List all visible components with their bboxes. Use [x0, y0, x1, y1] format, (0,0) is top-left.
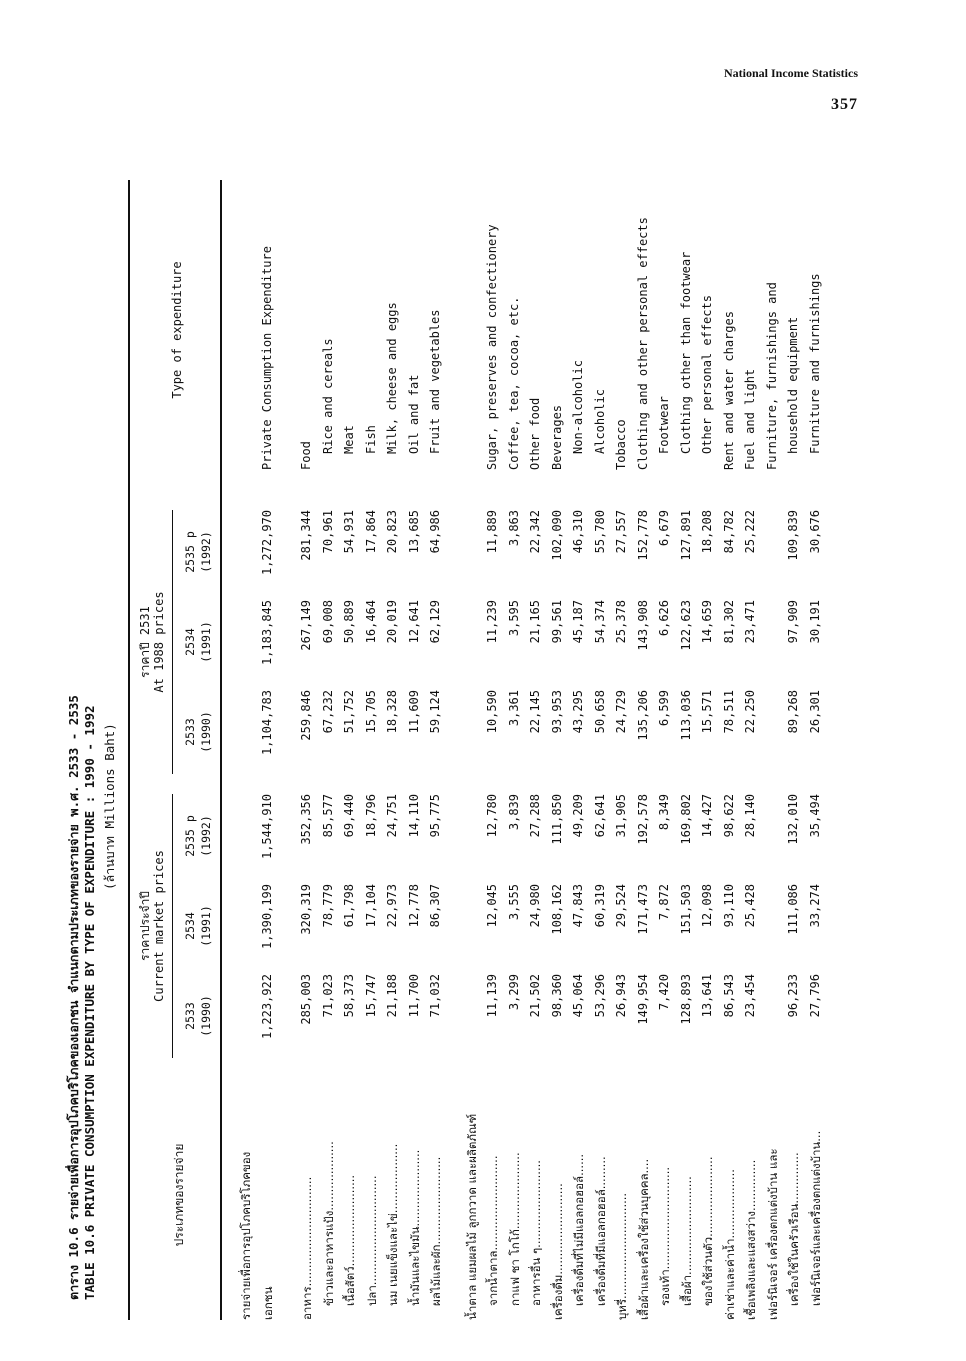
cell-value: 50,889 [342, 600, 356, 644]
cell-value: 24,980 [528, 884, 542, 928]
row-label-english: Private Consumption Expenditure [259, 246, 274, 470]
cell-value: 86,543 [721, 974, 736, 1018]
row-label-thai: เฟอร์นิเจอร์และเครื่องตกแต่งบ้าน... [808, 1130, 823, 1306]
row-label-english: Fruit and vegetables [428, 309, 442, 454]
cell-value: 49,209 [571, 794, 585, 838]
year-be: 2533 [183, 718, 197, 746]
cell-value: 1,223,922 [259, 974, 274, 1040]
row-label-thai: เครื่องใช้ในครัวเรือน.............. [787, 1152, 801, 1306]
cell-value: 71,023 [320, 974, 335, 1018]
cell-value: 24,729 [614, 690, 628, 734]
cell-value: 15,705 [363, 690, 378, 734]
cell-value: 352,356 [299, 794, 313, 845]
cell-value: 70,961 [320, 510, 335, 554]
cell-value: 152,778 [635, 510, 650, 561]
cell-value: 8,349 [657, 794, 671, 831]
cell-value: 26,943 [614, 974, 628, 1018]
cell-value: 6,626 [657, 600, 671, 637]
cell-value: 12,778 [406, 884, 421, 928]
group-current-rule [172, 794, 173, 1058]
row-label-english: Clothing other than footwear [678, 251, 693, 454]
row-label-english: Rice and cereals [320, 338, 335, 454]
cell-value: 15,747 [363, 974, 378, 1018]
cell-value: 1,272,970 [259, 510, 274, 576]
cell-value: 54,374 [592, 600, 607, 644]
cell-value: 3,839 [506, 794, 521, 831]
cell-value: 11,139 [485, 974, 499, 1018]
row-label-english: household equipment [786, 316, 800, 454]
cell-value: 95,775 [428, 794, 442, 838]
row-label-thai: เสื้อผ้าและเครื่องใช้ส่วนบุคคล.... [636, 1158, 651, 1320]
cell-value: 1,544,910 [259, 794, 274, 860]
row-label-english: Alcoholic [592, 388, 607, 454]
cell-value: 22,250 [743, 690, 757, 734]
cell-value: 23,471 [743, 600, 757, 644]
cell-value: 127,891 [678, 510, 693, 561]
group-1988-thai: ราคาปี 2531 [138, 606, 152, 678]
cell-value: 55,780 [592, 510, 607, 554]
cell-value: 69,440 [342, 794, 356, 838]
group-current-english: Current market prices [152, 850, 166, 1002]
cell-value: 18,208 [700, 510, 714, 554]
cell-value: 62,129 [428, 600, 442, 644]
cell-value: 12,045 [485, 884, 499, 928]
cell-value: 26,301 [807, 690, 822, 734]
cell-value: 98,360 [549, 974, 564, 1018]
row-label-english: Fish [363, 425, 378, 454]
cell-value: 33,274 [807, 884, 822, 928]
cell-value: 143,908 [635, 600, 650, 651]
year-be: 2535 p [183, 815, 197, 857]
cell-value: 25,222 [743, 510, 757, 554]
cell-value: 45,064 [571, 974, 585, 1018]
cell-value: 86,307 [428, 884, 442, 928]
row-label-english: Fuel and light [743, 368, 757, 470]
row-label-english: Tobacco [614, 419, 628, 470]
row-label-thai: ผลไม้และผัก........................ [429, 1156, 443, 1306]
rotated-table [50, 180, 916, 1320]
cell-value: 25,428 [743, 884, 757, 928]
group-1988-english: At 1988 prices [152, 591, 166, 693]
row-label-thai: เนื้อสัตว์......................... [343, 1174, 357, 1306]
table-unit: (ล้านบาท Millions Baht) [102, 723, 117, 890]
row-label-thai: นม เนยแข็งและไข่................... [386, 1143, 400, 1306]
cell-value: 13,641 [700, 974, 714, 1018]
cell-value: 113,036 [678, 690, 693, 741]
row-label-english: Furniture, furnishings and [764, 282, 779, 470]
year-be: 2533 [183, 1002, 197, 1030]
cell-value: 16,464 [363, 600, 378, 644]
cell-value: 45,187 [571, 600, 585, 644]
row-label-thai: รายจ่ายเพื่อการอุปโภคบริโภคของ [239, 1151, 253, 1320]
cell-value: 29,524 [614, 884, 628, 928]
cell-value: 18,328 [385, 690, 399, 734]
cell-value: 259,846 [299, 690, 313, 741]
cell-value: 64,986 [428, 510, 442, 554]
cell-value: 98,622 [721, 794, 736, 838]
row-label-english: Beverages [549, 404, 564, 470]
cell-value: 20,823 [385, 510, 399, 554]
cell-value: 111,086 [786, 884, 800, 935]
cell-value: 93,953 [549, 690, 564, 734]
cell-value: 12,641 [406, 600, 421, 644]
cell-value: 13,685 [406, 510, 421, 554]
row-label-english: Footwear [657, 396, 671, 454]
cell-value: 89,268 [786, 690, 800, 734]
row-label-thai: เอกชน [260, 1286, 275, 1320]
row-label-english: Rent and water charges [721, 311, 736, 470]
year-be: 2535 p [183, 531, 197, 573]
year-header-0 [182, 974, 214, 1058]
row-label-thai: ปลา.............................. [364, 1175, 379, 1306]
cell-value: 18,796 [363, 794, 378, 838]
column-header-english: Type of expenditure [170, 261, 184, 399]
cell-value: 22,145 [528, 690, 542, 734]
cell-value: 17,104 [363, 884, 378, 928]
year-header-1 [182, 884, 214, 968]
cell-value: 28,140 [743, 794, 757, 838]
row-label-thai: บุหรี่............................. [615, 1192, 629, 1320]
year-ce: (1991) [199, 905, 213, 947]
year-ce: (1992) [199, 815, 213, 857]
cell-value: 151,503 [678, 884, 693, 935]
row-label-english: Food [299, 441, 313, 470]
cell-value: 61,798 [342, 884, 356, 928]
row-label-thai: รองเท้า............................ [658, 1166, 672, 1306]
cell-value: 23,454 [743, 974, 757, 1018]
year-header-3 [182, 690, 214, 774]
row-label-thai: เชื้อเพลิงและแสงสว่าง.............. [744, 1159, 758, 1320]
row-label-thai: อาหารอื่น ๆ........................ [529, 1160, 543, 1306]
cell-value: 93,110 [721, 884, 736, 928]
cell-value: 31,905 [614, 794, 628, 838]
cell-value: 53,296 [592, 974, 607, 1018]
cell-value: 11,609 [406, 690, 421, 734]
cell-value: 85,577 [320, 794, 335, 838]
cell-value: 47,843 [571, 884, 585, 928]
cell-value: 69,008 [320, 600, 335, 644]
cell-value: 81,302 [721, 600, 736, 644]
cell-value: 169,802 [678, 794, 693, 845]
year-header-4 [182, 600, 214, 684]
row-label-english: Other food [528, 397, 542, 470]
cell-value: 320,319 [299, 884, 313, 935]
column-header-thai: ประเภทของรายจ่าย [172, 1143, 186, 1247]
cell-value: 50,658 [592, 690, 607, 734]
row-label-thai: ข้าวและอาหารแป้ง................... [321, 1141, 336, 1306]
cell-value: 7,420 [657, 974, 671, 1011]
cell-value: 54,931 [342, 510, 356, 554]
cell-value: 59,124 [428, 690, 442, 734]
year-ce: (1990) [199, 995, 213, 1037]
cell-value: 12,098 [700, 884, 714, 928]
row-label-english: Coffee, tea, cocoa, etc. [506, 296, 521, 470]
cell-value: 1,390,199 [259, 884, 274, 950]
cell-value: 46,310 [571, 510, 585, 554]
cell-value: 25,378 [614, 600, 628, 644]
row-label-english: Meat [342, 425, 356, 454]
cell-value: 285,003 [299, 974, 313, 1025]
cell-value: 22,342 [528, 510, 542, 554]
cell-value: 3,299 [506, 974, 521, 1011]
cell-value: 10,590 [485, 690, 499, 734]
cell-value: 84,782 [721, 510, 736, 554]
cell-value: 71,032 [428, 974, 442, 1018]
cell-value: 3,595 [506, 600, 521, 637]
year-ce: (1990) [199, 711, 213, 753]
cell-value: 97,909 [786, 600, 800, 644]
cell-value: 128,893 [678, 974, 693, 1025]
cell-value: 14,110 [406, 794, 421, 838]
cell-value: 1,104,783 [259, 690, 274, 756]
cell-value: 12,780 [485, 794, 499, 838]
cell-value: 62,641 [592, 794, 607, 838]
cell-value: 111,850 [549, 794, 564, 845]
table-title-english: TABLE 10.6 PRIVATE CONSUMPTION EXPENDITURE BY TYPE OF EXPENDITURE : 1990 - 1992 [82, 705, 97, 1300]
row-label-thai: ของใช้ส่วนตัว...................... [701, 1156, 715, 1306]
row-label-thai: ค่าเช่าและค่าน้ำ................... [722, 1169, 737, 1320]
cell-value: 122,623 [678, 600, 693, 651]
row-label-thai: กาแฟ ชา โกโก้..................... [507, 1152, 522, 1306]
cell-value: 15,571 [700, 690, 714, 734]
row-label-english: Other personal effects [700, 295, 714, 454]
year-be: 2534 [183, 912, 197, 940]
cell-value: 21,188 [385, 974, 399, 1018]
cell-value: 58,373 [342, 974, 356, 1018]
row-label-thai: เครื่องดื่ม......................... [550, 1183, 565, 1320]
cell-value: 3,361 [506, 690, 521, 727]
group-1988-rule [172, 510, 173, 774]
cell-value: 149,954 [635, 974, 650, 1025]
year-ce: (1992) [199, 531, 213, 573]
cell-value: 108,162 [549, 884, 564, 935]
table-title-thai: ตาราง 10.6 รายจ่ายเพื่อการอุปโภคบริโภคของเอกชน จำแนกตามประเภทของรายจ่าย พ.ศ. 2533 - 2535 [66, 695, 81, 1300]
year-header-2 [182, 794, 214, 878]
cell-value: 22,973 [385, 884, 399, 928]
row-label-thai: น้ำมันและไขมัน..................... [407, 1149, 422, 1306]
running-header: National Income Statistics [724, 66, 858, 80]
top-rule [128, 180, 130, 1320]
cell-value: 35,494 [807, 794, 822, 838]
row-label-english: Milk, cheese and eggs [385, 302, 399, 454]
cell-value: 30,191 [807, 600, 822, 644]
cell-value: 6,679 [657, 510, 671, 547]
cell-value: 11,700 [406, 974, 421, 1018]
cell-value: 3,555 [506, 884, 521, 921]
row-label-thai: เครื่องดื่มที่ไม่มีแอลกอฮอล์...... [572, 1153, 586, 1306]
year-header-5 [182, 510, 214, 594]
cell-value: 6,599 [657, 690, 671, 727]
cell-value: 78,779 [320, 884, 335, 928]
cell-value: 281,344 [299, 510, 313, 561]
cell-value: 267,149 [299, 600, 313, 651]
row-label-english: Clothing and other personal effects [635, 217, 650, 470]
cell-value: 67,232 [320, 690, 335, 734]
cell-value: 3,863 [506, 510, 521, 547]
year-ce: (1991) [199, 621, 213, 663]
row-label-english: Oil and fat [406, 374, 421, 454]
header-bottom-rule [220, 180, 222, 1320]
cell-value: 17,864 [363, 510, 378, 554]
row-label-thai: เสื้อผ้า........................... [679, 1176, 694, 1306]
row-label-thai: จากน้ำตาล.......................... [486, 1155, 500, 1306]
cell-value: 27,557 [614, 510, 628, 554]
row-label-thai: เครื่องดื่มที่มีแอลกอฮอล์......... [593, 1156, 608, 1306]
group-current-thai: ราคาประจำปี [138, 891, 152, 961]
year-be: 2534 [183, 628, 197, 656]
cell-value: 96,233 [786, 974, 800, 1018]
row-label-english: Furniture and furnishings [807, 273, 822, 454]
row-label-english: Sugar, preserves and confectionery [485, 224, 499, 470]
cell-value: 132,010 [786, 794, 800, 845]
cell-value: 27,288 [528, 794, 542, 838]
cell-value: 192,578 [635, 794, 650, 845]
cell-value: 43,295 [571, 690, 585, 734]
cell-value: 27,796 [807, 974, 822, 1018]
cell-value: 14,659 [700, 600, 714, 644]
cell-value: 20,019 [385, 600, 399, 644]
cell-value: 11,239 [485, 600, 499, 644]
cell-value: 11,889 [485, 510, 499, 554]
cell-value: 24,751 [385, 794, 399, 838]
cell-value: 109,839 [786, 510, 800, 561]
cell-value: 21,502 [528, 974, 542, 1018]
page-number: 357 [831, 96, 858, 113]
cell-value: 60,319 [592, 884, 607, 928]
cell-value: 1,183,845 [259, 600, 274, 666]
cell-value: 135,206 [635, 690, 650, 741]
cell-value: 14,427 [700, 794, 714, 838]
cell-value: 51,752 [342, 690, 356, 734]
cell-value: 30,676 [807, 510, 822, 554]
cell-value: 21,165 [528, 600, 542, 644]
row-label-thai: อาหาร.............................. [300, 1176, 314, 1320]
cell-value: 171,473 [635, 884, 650, 935]
cell-value: 7,872 [657, 884, 671, 921]
row-label-thai: เฟอร์นิเจอร์ เครื่องตกแต่งบ้าน และ [765, 1148, 780, 1320]
row-label-english: Non-alcoholic [571, 360, 585, 454]
row-label-thai: น้ำตาล แยมผลไม้ ลูกกวาด และผลิตภัณฑ์ [464, 1113, 479, 1320]
cell-value: 99,561 [549, 600, 564, 644]
cell-value: 78,511 [721, 690, 736, 734]
cell-value: 102,090 [549, 510, 564, 561]
